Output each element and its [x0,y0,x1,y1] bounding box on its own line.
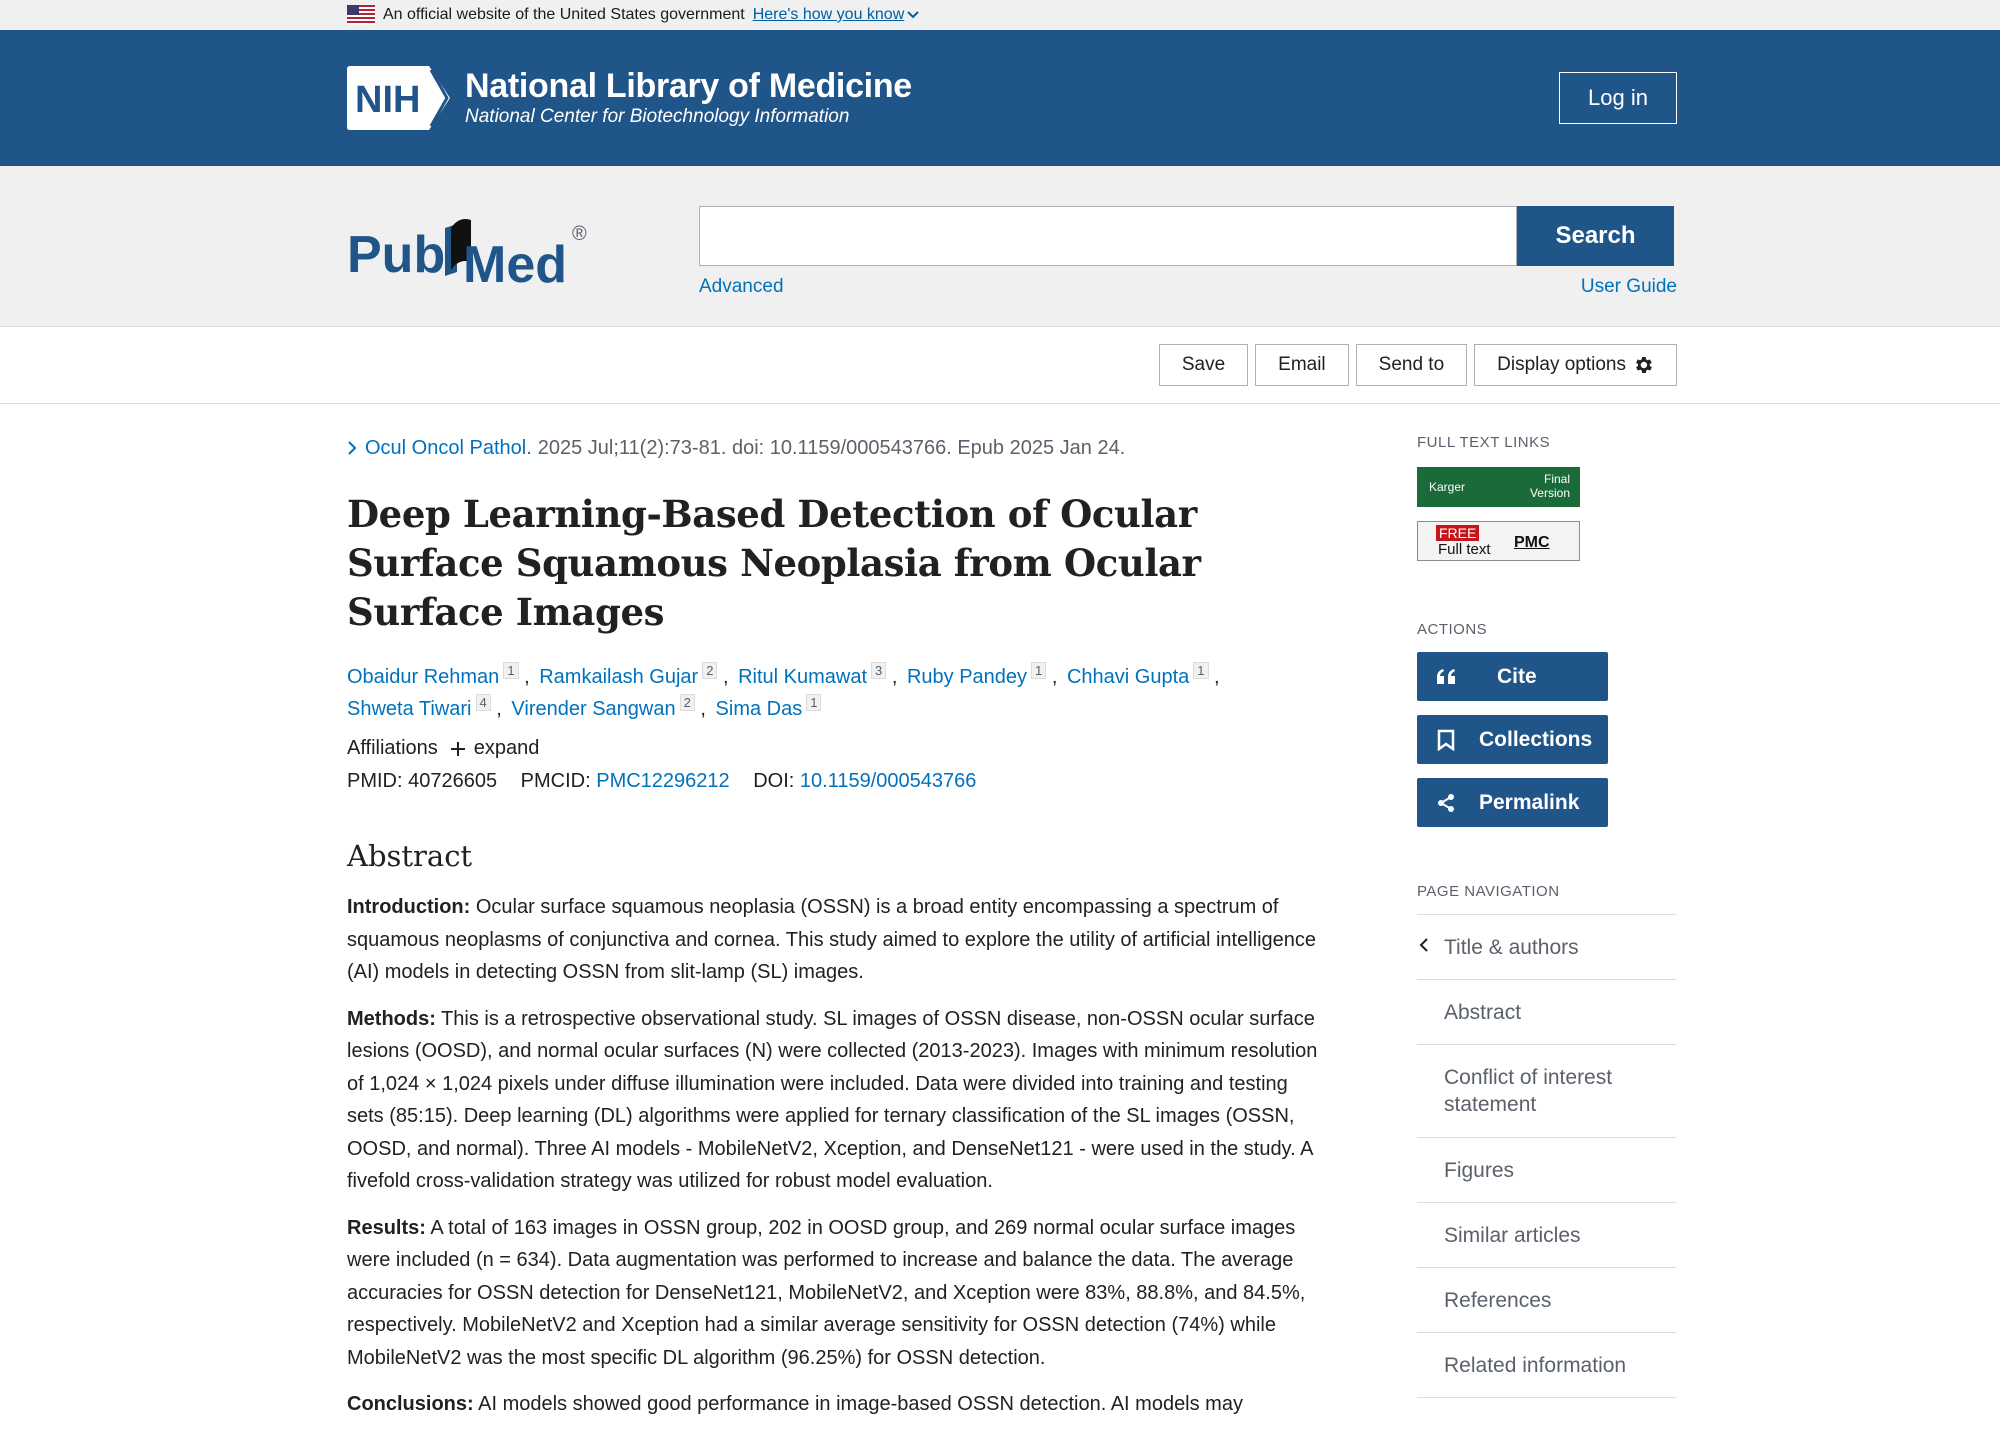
save-button[interactable]: Save [1159,344,1248,386]
article-title: Deep Learning-Based Detection of Ocular Surface Squamous Neoplasia from Ocular Surface Images [347,492,1201,634]
user-guide-link[interactable]: User Guide [1580,276,1677,297]
svg-text:Pub: Pub [347,226,446,284]
nav-item-label: Similar articles [1444,1223,1581,1247]
abstract-paragraph [347,1212,1327,1375]
search-input[interactable] [699,206,1517,266]
affiliation-ref[interactable]: 2 [680,694,695,711]
full-text-links-heading: FULL TEXT LINKS [1417,434,1551,451]
abstract-section-label: Results: [347,1216,426,1239]
abstract-content [347,891,1327,1421]
pmid-label: PMID: [347,770,403,792]
abstract-section-text: Ocular surface squamous neoplasia (OSSN) is a broad entity encompassing a spectrum of squamous neoplasms of conjunctiva and cornea. This study aimed to explore the utility of artificial intelligence (AI) models in detecting OSSN from slit-lamp (SL) images. [347,896,1317,983]
heres-how-you-know-link[interactable] [753,6,920,24]
abstract-section-text: AI models showed good performance in image-based OSSN detection. AI models may [473,1393,1243,1415]
chevron-right-icon[interactable] [347,440,357,456]
abstract-paragraph [347,1388,1327,1421]
email-button[interactable]: Email [1255,344,1349,386]
karger-name: Karger [1429,480,1466,494]
actions-heading: ACTIONS [1417,621,1488,638]
author [539,663,717,688]
doi-label: DOI: [753,770,795,792]
full-text-links [1417,467,1676,561]
citation-line [347,434,1327,462]
affiliations-toggle[interactable] [347,737,1327,760]
journal-link[interactable]: Ocul Oncol Pathol. [365,436,532,459]
author [347,663,519,688]
author [715,695,822,720]
advanced-search-link[interactable]: Advanced [699,276,784,297]
login-button[interactable]: Log in [1559,72,1677,124]
permalink-button[interactable] [1417,778,1608,827]
share-icon [1433,793,1459,813]
abstract-paragraph [347,891,1327,989]
abstract-heading: Abstract [347,839,473,873]
pubmed-logo[interactable] [347,200,597,295]
nav-item-title-authors[interactable] [1417,915,1676,980]
pmc-free-label: FREE [1436,525,1479,541]
nav-item-conflict-of-interest[interactable] [1417,1045,1676,1138]
author [1066,663,1209,688]
gear-icon [1632,354,1654,376]
pmcid-link[interactable]: PMC12296212 [596,770,730,792]
gov-banner-text: An official website of the United States government [383,6,745,23]
page-navigation [1417,914,1676,1398]
nav-item-label: Title & authors [1444,935,1579,959]
main-content [0,404,2000,1415]
nlm-logo[interactable] [347,64,912,132]
chevron-left-icon [1419,937,1429,953]
article-toolbar [0,327,2000,404]
send-to-button[interactable]: Send to [1356,344,1468,386]
abstract-section-label: Methods: [347,1007,436,1030]
article-ids [347,770,1327,793]
authors-list: Obaidur Rehman 1 , Ramkailash Gujar 2 , Ritul Kumawat 3 , Ruby Pandey 1 , Chhavi Gupta 1 , Shweta Tiwari 4 , Virender Sangwan 2 , Sima Das 1 [347,663,1220,720]
us-flag-icon [347,5,375,25]
display-options-button[interactable] [1474,344,1677,386]
display-options-label: Display options [1497,354,1626,375]
author [511,695,694,720]
pmc-full-text-label: Full text [1438,541,1491,558]
nav-item-label: Related information [1444,1353,1627,1377]
citation-details: 2025 Jul;11(2):73-81. doi: 10.1159/000543766. Epub 2025 Jan 24. [537,436,1126,459]
abstract-section-label: Conclusions: [347,1393,474,1415]
author-link[interactable]: Ramkailash Gujar [539,666,699,688]
nav-item-figures[interactable] [1417,1138,1676,1203]
nav-item-related-information[interactable] [1417,1333,1676,1398]
doi-link[interactable]: 10.1159/000543766 [799,770,977,792]
author [906,663,1046,688]
author-link[interactable]: Virender Sangwan [511,698,676,720]
plus-icon [450,741,466,757]
cite-button[interactable] [1417,652,1608,701]
chevron-down-icon [907,11,919,19]
affiliations-label: Affiliations [347,737,438,759]
gov-banner [0,0,2000,30]
nav-item-label: Figures [1444,1158,1515,1182]
collections-label: Collections [1479,727,1593,751]
quote-icon [1433,668,1459,686]
svg-text:®: ® [572,223,587,245]
author-link[interactable]: Chhavi Gupta [1066,666,1190,688]
cite-label: Cite [1497,664,1537,688]
affiliation-ref[interactable]: 1 [806,694,821,711]
affiliation-ref[interactable]: 1 [1193,662,1208,679]
search-button[interactable]: Search [1517,206,1674,266]
nih-logo-icon [347,64,453,132]
nlm-title: National Library of Medicine [465,67,912,105]
affiliation-ref[interactable]: 2 [702,662,717,679]
author-link[interactable]: Ritul Kumawat [738,666,868,688]
pmcid-label: PMCID: [520,770,591,792]
search-area [0,166,2000,327]
affiliation-ref[interactable]: 3 [871,662,886,679]
page-navigation-heading: PAGE NAVIGATION [1417,883,1560,900]
expand-label: expand [473,737,540,759]
nav-item-label: Conflict of interest statement [1444,1066,1613,1116]
heres-how-you-know-label[interactable]: Here's how you know [752,6,905,23]
sidebar [1417,434,1676,1398]
pmid-value: 40726605 [408,770,498,792]
nlm-header [0,30,2000,166]
affiliation-ref[interactable]: 1 [1031,662,1046,679]
collections-button[interactable] [1417,715,1608,764]
karger-version-2: Version [1529,486,1570,500]
permalink-label: Permalink [1479,790,1580,814]
nlm-subtitle: National Center for Biotechnology Information [465,106,850,127]
nav-item-abstract[interactable] [1417,980,1676,1045]
karger-full-text-link[interactable] [1417,467,1580,507]
pmc-full-text-link[interactable] [1417,521,1580,561]
karger-version-1: Final [1543,472,1570,486]
nav-item-label: References [1444,1288,1552,1312]
search-form [699,206,1677,298]
affiliation-ref[interactable]: 4 [476,694,491,711]
author-link[interactable]: Obaidur Rehman [347,666,500,688]
author [347,695,491,720]
bookmark-icon [1433,729,1459,751]
nav-item-references[interactable] [1417,1268,1676,1333]
nav-item-similar-articles[interactable] [1417,1203,1676,1268]
nav-item-label: Abstract [1444,1000,1522,1024]
author-link[interactable]: Ruby Pandey [906,666,1028,688]
article-details [347,434,1327,1435]
abstract-section-label: Introduction: [347,896,471,918]
abstract-section-text: A total of 163 images in OSSN group, 202 in OOSD group, and 269 normal ocular surface images were included (n = 634). Data augmentation was performed to increase and balance the data. The average accuracies for OSSN detection for DenseNet121, MobileNetV2, and Xception were 83%, 88.8%, and 84.5%, respectively. MobileNetV2 and Xception had a similar average sensitivity for OSSN detection (74%) while MobileNetV2 was the most specific DL algorithm (96.25%) for OSSN detection. [347,1216,1306,1369]
author-link[interactable]: Shweta Tiwari [347,698,472,720]
affiliation-ref[interactable]: 1 [503,662,518,679]
pmc-logo-label: PMC [1514,534,1550,551]
abstract-section-text: This is a retrospective observational study. SL images of OSSN disease, non-OSSN ocular surface lesions (OOSD), and normal ocular surfaces (N) were collected (2013-2023). Images with minimum resolution of 1,024 × 1,024 pixels under diffuse illumination were included. Data were divided into training and testing sets (85:15). Deep learning (DL) algorithms were applied for ternary classification of the SL images (OSSN, OOSD, and normal). Three AI models - MobileNetV2, Xception, and DenseNet121 - were used in the study. A fivefold cross-validation strategy was utilized for robust model evaluation. [347,1007,1318,1192]
svg-text:Med: Med [463,236,567,290]
author-link[interactable]: Sima Das [715,698,803,720]
abstract-paragraph [347,1003,1327,1198]
svg-text:NIH: NIH [355,79,421,121]
author [738,663,886,688]
